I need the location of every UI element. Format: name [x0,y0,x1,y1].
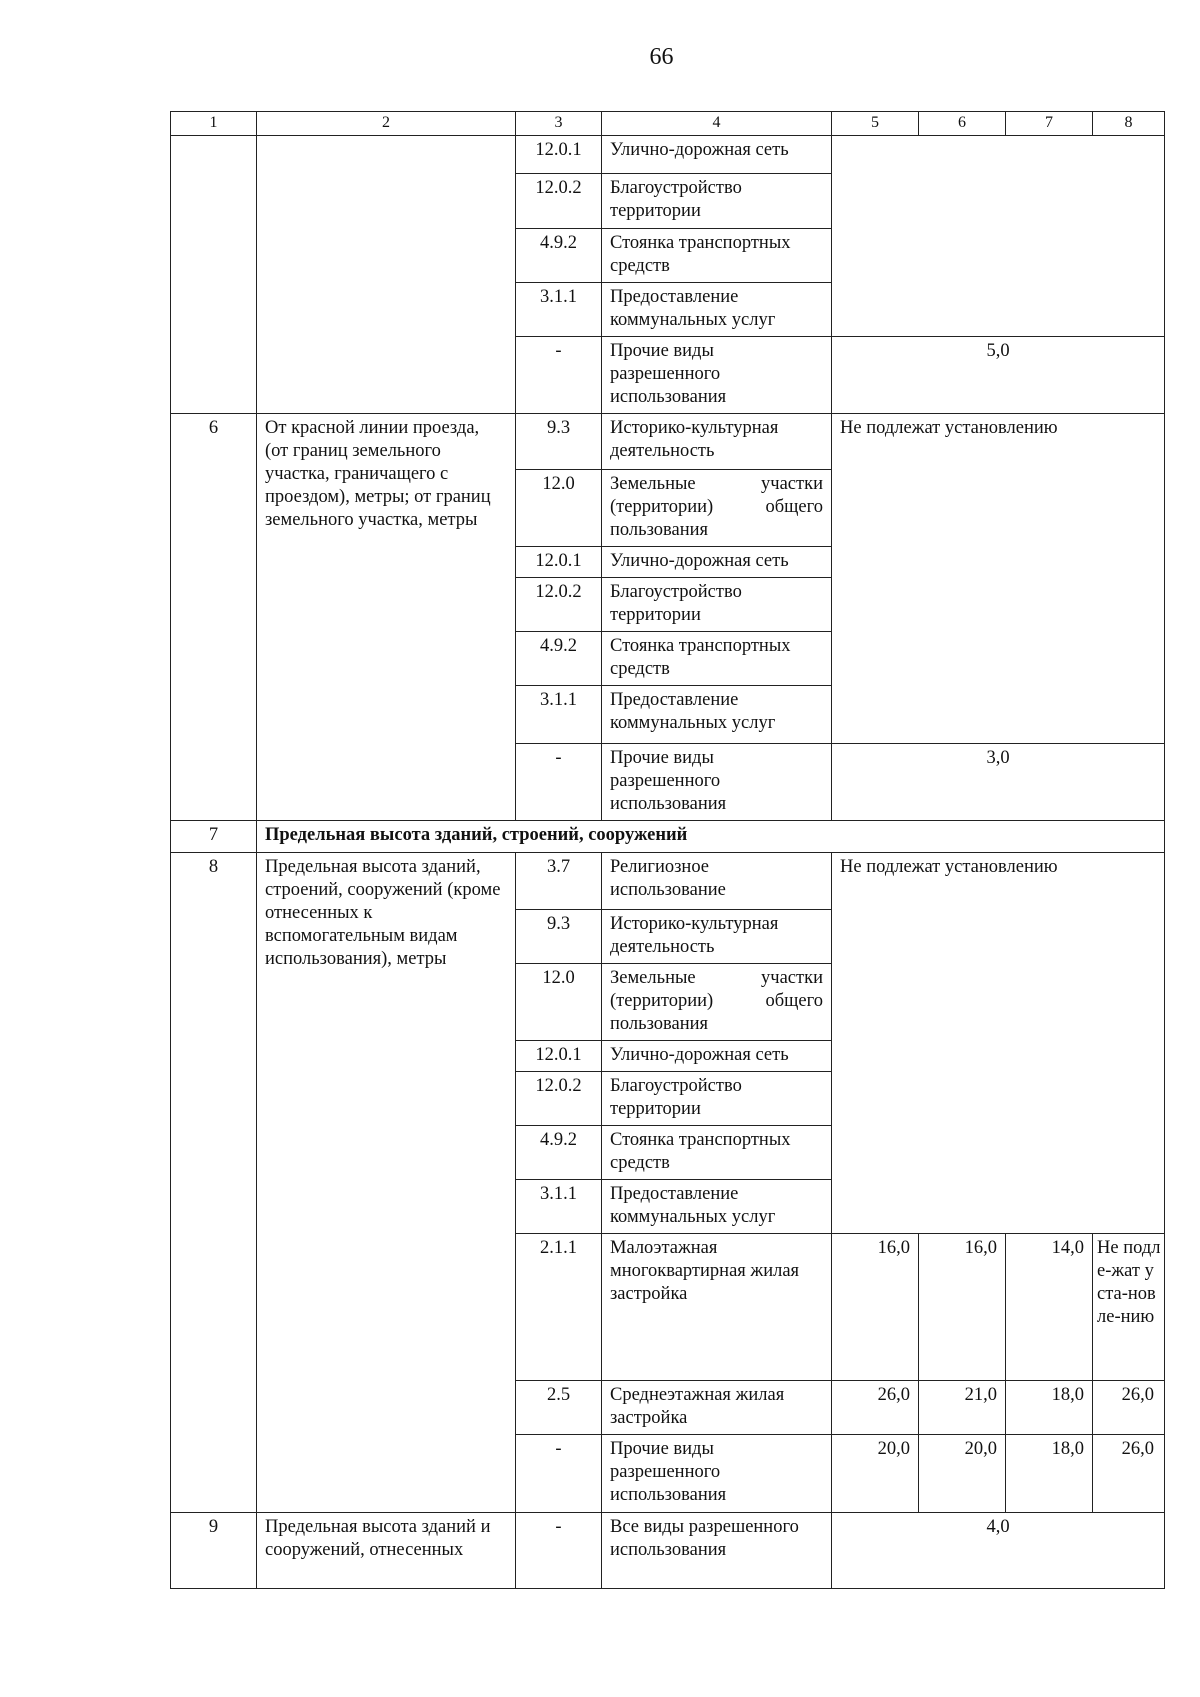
row-number-cell [171,136,257,414]
use-code: 12.0.2 [516,1072,602,1126]
table-row [171,414,1165,470]
header-cell: 8 [1093,112,1165,136]
header-cell: 3 [516,112,602,136]
use-name: Стоянка транспортных средств [602,632,832,686]
value-col5: 20,0 [832,1435,919,1513]
header-cell: 1 [171,112,257,136]
use-code: 3.1.1 [516,283,602,337]
table-row [171,136,1165,174]
parameter-label: От красной линии проезда, (от границ земельного участка, граничащего с проездом), метры; от границ земельного участка, метры [257,414,516,821]
use-name: Улично-дорожная сеть [602,136,832,174]
value-col7: 14,0 [1006,1234,1093,1381]
value-col7: 18,0 [1006,1381,1093,1435]
header-cell: 7 [1006,112,1093,136]
use-name: Улично-дорожная сеть [602,1041,832,1072]
use-code: 12.0.1 [516,136,602,174]
value-col6: 20,0 [919,1435,1006,1513]
use-name: Малоэтажная многоквартирная жилая застройка [602,1234,832,1381]
use-name: Предоставление коммунальных услуг [602,283,832,337]
parameter-label: Предельная высота зданий, строений, сооружений (кроме отнесенных к вспомогательным видам использования), метры [257,853,516,1513]
not-set-cell: Не подлежат установлению [832,853,1165,1234]
use-name: Предоставление коммунальных услуг [602,686,832,744]
row-number: 6 [171,414,257,821]
use-code: - [516,1513,602,1589]
parameter-label: Предельная высота зданий и сооружений, отнесенных [257,1513,516,1589]
value-col7: 18,0 [1006,1435,1093,1513]
use-name: Земельные участки (территории) общего пользования [602,964,832,1041]
use-code: 2.5 [516,1381,602,1435]
use-code: 9.3 [516,414,602,470]
use-code: 12.0.2 [516,578,602,632]
use-code: 3.1.1 [516,686,602,744]
use-name: Стоянка транспортных средств [602,1126,832,1180]
use-code: 4.9.2 [516,1126,602,1180]
value-col6: 21,0 [919,1381,1006,1435]
use-name: Прочие виды разрешенного использования [602,1435,832,1513]
use-code: 12.0.1 [516,1041,602,1072]
use-name: Земельные участки (территории) общего пользования [602,470,832,547]
table-row [171,853,1165,910]
use-code: 12.0 [516,964,602,1041]
row-number: 8 [171,853,257,1513]
header-cell: 4 [602,112,832,136]
use-name: Историко-культурная деятельность [602,910,832,964]
use-name: Благоустройство территории [602,174,832,229]
header-row [171,112,1165,136]
use-name: Прочие виды разрешенного использования [602,744,832,821]
header-cell: 5 [832,112,919,136]
value-col8: 26,0 [1093,1435,1165,1513]
use-code: 3.7 [516,853,602,910]
use-name: Среднеэтажная жилая застройка [602,1381,832,1435]
use-code: 12.0.2 [516,174,602,229]
use-name: Все виды разрешенного использования [602,1513,832,1589]
use-code: 12.0.1 [516,547,602,578]
value-cell: 3,0 [832,744,1165,821]
use-name: Предоставление коммунальных услуг [602,1180,832,1234]
value-col5: 26,0 [832,1381,919,1435]
header-cell: 2 [257,112,516,136]
use-code: - [516,744,602,821]
use-name: Стоянка транспортных средств [602,229,832,283]
value-col6: 16,0 [919,1234,1006,1381]
value-cell: 5,0 [832,337,1165,414]
not-set-cell: Не подлежат установлению [832,414,1165,744]
use-code: - [516,337,602,414]
section-row [171,821,1165,853]
row-number: 7 [171,821,257,853]
value-cell: 4,0 [832,1513,1165,1589]
table-row [171,1513,1165,1589]
use-name: Благоустройство территории [602,578,832,632]
parameter-cell [257,136,516,414]
header-cell: 6 [919,112,1006,136]
use-name: Религиозное использование [602,853,832,910]
value-col5: 16,0 [832,1234,919,1381]
use-code: - [516,1435,602,1513]
use-code: 9.3 [516,910,602,964]
use-name: Улично-дорожная сеть [602,547,832,578]
value-cell [832,136,1165,337]
use-code: 4.9.2 [516,229,602,283]
use-name: Прочие виды разрешенного использования [602,337,832,414]
use-name: Историко-культурная деятельность [602,414,832,470]
value-col8: 26,0 [1093,1381,1165,1435]
row-number: 9 [171,1513,257,1589]
use-code: 3.1.1 [516,1180,602,1234]
section-title: Предельная высота зданий, строений, сооружений [257,821,1165,853]
use-name: Благоустройство территории [602,1072,832,1126]
use-code: 4.9.2 [516,632,602,686]
use-code: 2.1.1 [516,1234,602,1381]
value-col8: Не подле-жат уста-новле-нию [1093,1234,1165,1381]
use-code: 12.0 [516,470,602,547]
regulations-table [170,111,1165,1589]
page-number: 66 [649,44,674,70]
